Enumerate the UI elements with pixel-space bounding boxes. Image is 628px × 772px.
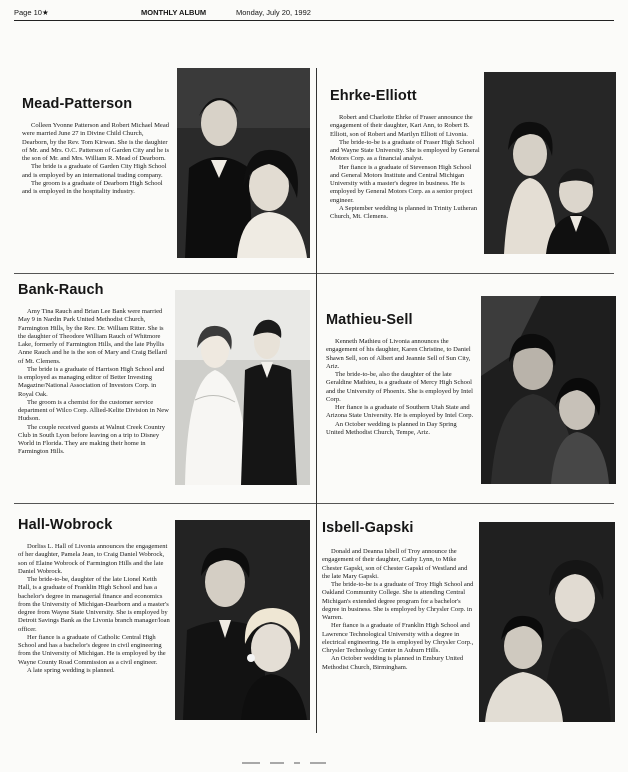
paragraph: An October wedding is planned in Embury United Methodist Church, Birmingham. xyxy=(322,655,464,671)
paragraph: Amy Tina Rauch and Brian Lee Bank were married May 9 in Nardin Park United Methodist Church, Farmington Hills, by the Rev. Dr. William Ritter. She is the daughter of Theodore William Rauch of Whitmore Lake, formerly of Farmington Hills, and the late Phyllis Anne Rauch and he is the son of Mary and Craig Bellard of Mt. Clemens. xyxy=(18,308,167,365)
announcement-title-isbell-gapski: Isbell-Gapski xyxy=(322,520,414,536)
announcement-title-bank-rauch: Bank-Rauch xyxy=(18,282,104,298)
paragraph: The bride is a graduate of Garden City High School and is employed by an international trading company. xyxy=(22,163,167,179)
paragraph: Her fiance is a graduate of Franklin High School and Lawrence Technological University with a degree in electrical engineering. He is employed by Chrysler Corp., Chrysler Technology Center in Auburn Hills. xyxy=(322,622,474,654)
paragraph: The bride is a graduate of Harrison High School and is employed as managing editor of Better Investing Magazine/National Association of Investors Corp. in Royal Oak. xyxy=(18,365,165,398)
header-rule xyxy=(14,20,614,21)
isbell-gapski-couple-photo xyxy=(479,522,615,722)
announcement-body-mead-patterson xyxy=(22,122,170,196)
hall-wobrock-couple-photo xyxy=(175,520,310,720)
announcement-body-hall-wobrock xyxy=(18,543,171,675)
paragraph: Her fiance is a graduate of Southern Utah State and Arizona State University. He is employed by Intel Corp. xyxy=(326,404,474,420)
paragraph: Kenneth Mathieu of Livonia announces the engagement of his daughter, Karen Christine, to Daniel Shawn Sell, son of Albert and Jeannie Sell of Sun City, Ariz. xyxy=(326,338,471,370)
announcement-title-ehrke-elliott: Ehrke-Elliott xyxy=(330,88,417,104)
paragraph: Her fiance is a graduate of Catholic Central High School and has a bachelor's degree in civil engineering from the University of Michigan. He is employed by the Wayne County Road Commission as a civil engineer. xyxy=(18,633,166,666)
announcement-title-mathieu-sell: Mathieu-Sell xyxy=(326,312,413,328)
paragraph: Her fiance is a graduate of Stevenson High School and General Motors Institute and Central Michigan University with a master's degree in business. He is employed by General Motors Corp. as a senior project engineer. xyxy=(330,163,473,204)
paragraph: The couple received guests at Walnut Creek Country Club in South Lyon before leaving on a trip to Disney World in Florida. They are making their home in Farmington Hills. xyxy=(18,423,166,456)
row-divider-1 xyxy=(14,273,614,274)
paragraph: Donald and Deanna Isbell of Troy announce the engagement of their daughter, Cathy Lynn, to Mike Chester Gapski, son of Chester Gapski of Westland and the late Mary Gapski. xyxy=(322,548,468,580)
page-foot-mark xyxy=(240,760,330,766)
announcement-body-mathieu-sell xyxy=(326,338,476,437)
paragraph: The groom is a graduate of Dearborn High School and is employed in the hospitality industry. xyxy=(22,179,163,195)
paragraph: The bride-to-be is a graduate of Fraser High School and Wayne State University. She is employed by General Motors Corp. as a financial analyst. xyxy=(330,138,480,163)
announcement-title-mead-patterson: Mead-Patterson xyxy=(22,96,133,112)
row-divider-2 xyxy=(14,503,614,504)
paragraph: Robert and Charlotte Ehrke of Fraser announce the engagement of their daughter, Kari Ann, to Robert B. Elliott, son of Robert and Marilyn Elliott of Livonia. xyxy=(330,114,473,138)
column-divider xyxy=(316,68,317,733)
paragraph: A September wedding is planned in Trinity Lutheran Church, Mt. Clemens. xyxy=(330,204,478,220)
announcement-title-hall-wobrock: Hall-Wobrock xyxy=(18,517,113,533)
paragraph: The bride-to-be, also the daughter of the late Geraldine Mathieu, is a graduate of Mercy High School and the University of Phoenix. She is employed by Intel Corp. xyxy=(326,371,473,403)
paragraph: An October wedding is planned in Day Spring United Methodist Church, Tempe, Ariz. xyxy=(326,420,457,436)
paragraph: The groom is a chemist for the customer service department of Wilco Corp. Allied-Kelite Division in New Hudson. xyxy=(18,398,169,423)
issue-date: Monday, July 20, 1992 xyxy=(236,8,311,17)
publication-name: MONTHLY ALBUM xyxy=(141,8,207,17)
mathieu-sell-couple-photo xyxy=(481,296,616,484)
page-header xyxy=(14,5,614,19)
ehrke-elliott-couple-photo xyxy=(484,72,616,254)
announcement-body-ehrke-elliott xyxy=(330,114,480,221)
paragraph: Colleen Yvonne Patterson and Robert Michael Mead were married June 27 in Divine Child Church, Dearborn, by the Rev. Tom Kirwan. She is the daughter of Mr. and Mrs. O.C. Patterson of Garden City and he is the son of Mr. and Mrs. William R. Mead of Dearborn. xyxy=(22,122,170,162)
paragraph: Dorliss L. Hall of Livonia announces the engagement of her daughter, Pamela Jean, to Craig Daniel Wobrock, son of Elaine Wobrock of Farmington Hills and the late Daniel Wobrock. xyxy=(18,543,168,575)
announcement-body-isbell-gapski xyxy=(322,548,475,672)
announcement-body-bank-rauch xyxy=(18,308,169,457)
paragraph: The bride-to-be is a graduate of Troy High School and Oakland Community College. She is attending Central Michigan's extended degree program for a bachelor's degree in business. She is employed by Chrysler Corp. in Warren. xyxy=(322,581,474,621)
bank-rauch-wedding-photo xyxy=(175,290,310,485)
page-number: Page 10★ xyxy=(14,8,49,17)
mead-patterson-couple-photo xyxy=(177,68,310,258)
paragraph: The bride-to-be, daughter of the late Lionel Keith Hall, is a graduate of Franklin High School and has a bachelor's degree in managerial finance and economics from the University of Michigan-Dearborn and a master's degree from Wayne State University. She is employed by Detroit Savings Bank as the Livonia branch manager/loan officer. xyxy=(18,576,170,633)
paragraph: A late spring wedding is planned. xyxy=(27,666,115,674)
